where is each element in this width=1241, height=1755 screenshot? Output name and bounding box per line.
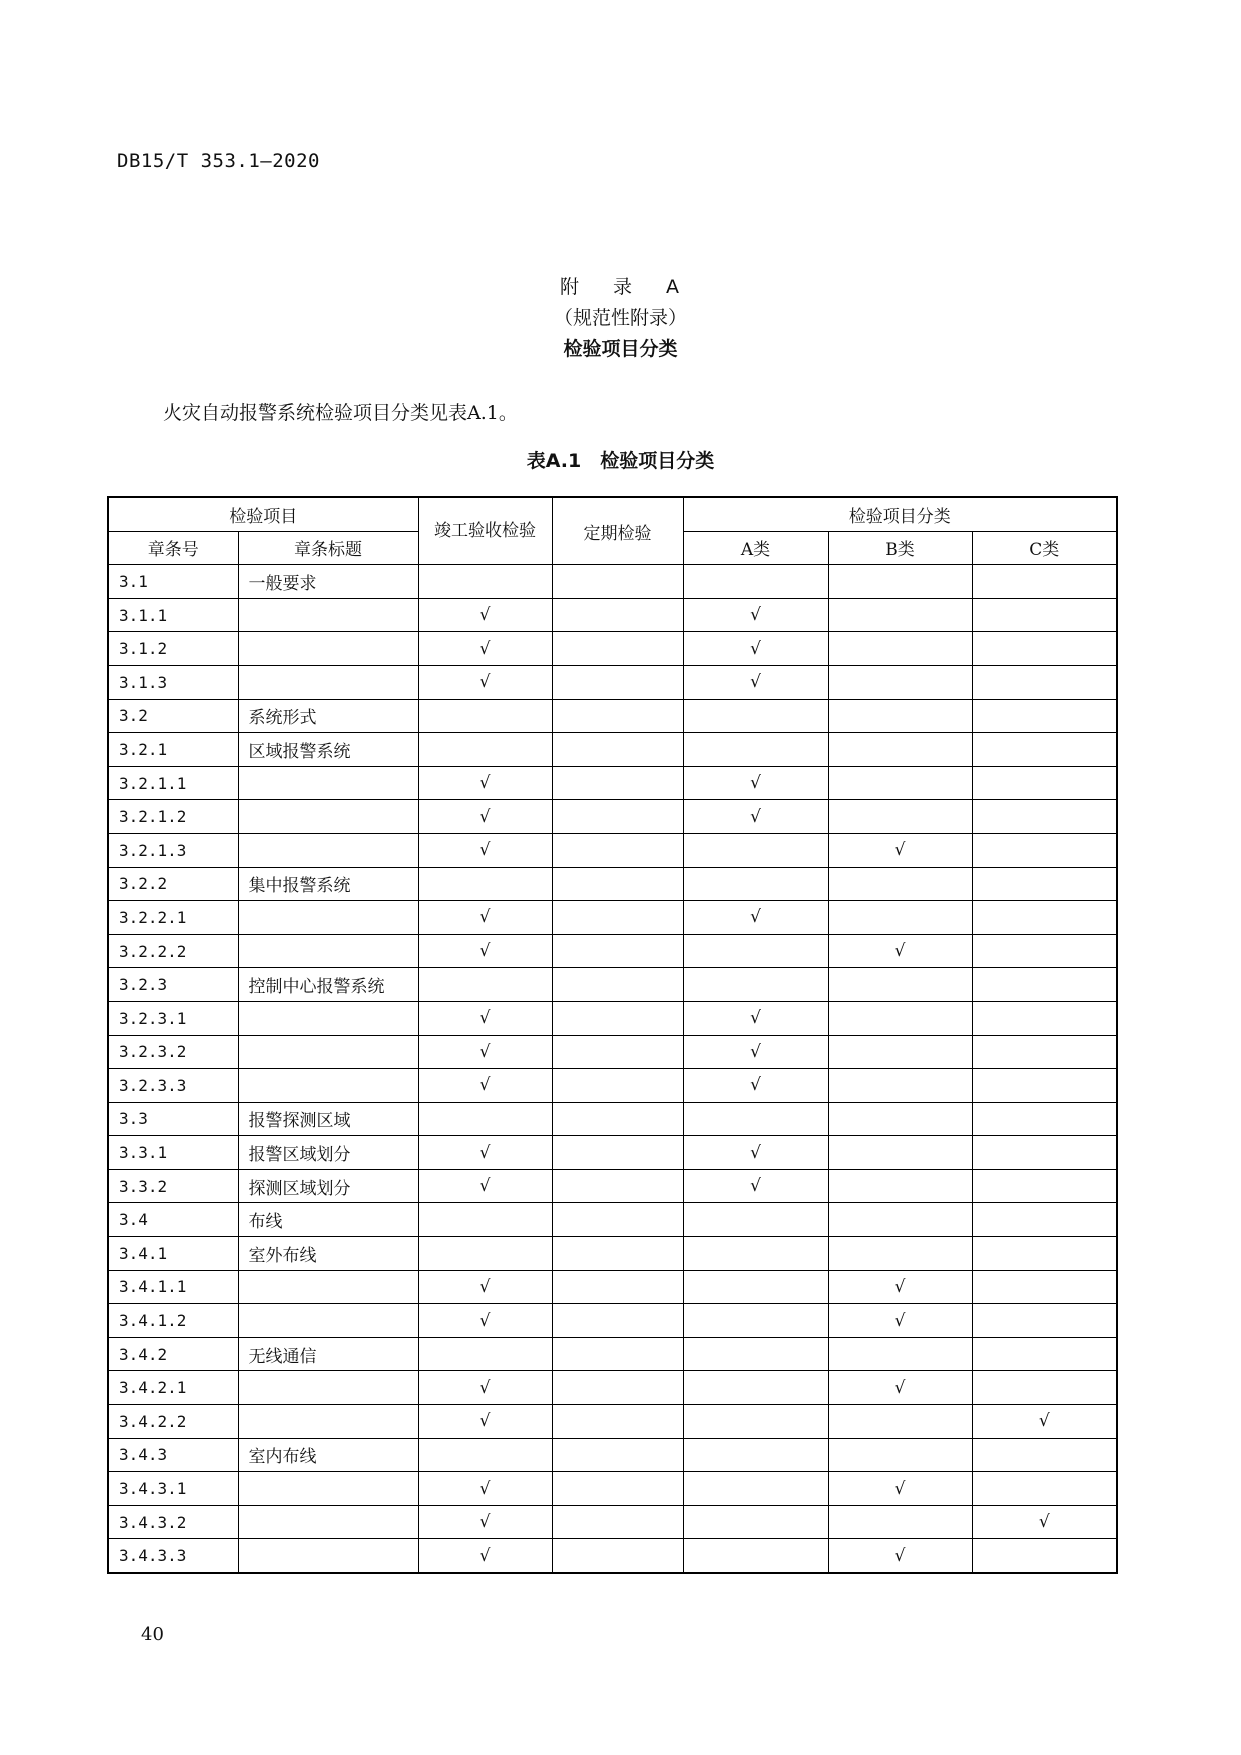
clause-title-cell [238, 1069, 418, 1103]
periodic-check-cell [552, 665, 683, 699]
table-row [108, 1203, 1117, 1237]
class-a-check-cell [683, 699, 828, 733]
class-c-check-cell [972, 1539, 1117, 1573]
clause-no-cell: 3.2.1 [108, 733, 238, 767]
class-a-check-cell [683, 1472, 828, 1506]
clause-title-cell [238, 1505, 418, 1539]
periodic-check-cell [552, 565, 683, 599]
periodic-check-cell [552, 1371, 683, 1405]
clause-no-cell: 3.2.3 [108, 968, 238, 1002]
class-a-check-cell: √ [683, 800, 828, 834]
class-a-check-cell: √ [683, 901, 828, 935]
class-c-check-cell [972, 1472, 1117, 1506]
class-b-check-cell [828, 1169, 972, 1203]
periodic-check-cell [552, 867, 683, 901]
clause-title-cell [238, 766, 418, 800]
class-b-check-cell [828, 968, 972, 1002]
class-a-check-cell: √ [683, 1035, 828, 1069]
table-row [108, 867, 1117, 901]
clause-title-cell [238, 1304, 418, 1338]
clause-title-cell [238, 1001, 418, 1035]
table-row [108, 1237, 1117, 1271]
class-a-check-cell: √ [683, 1069, 828, 1103]
class-b-check-cell: √ [828, 1270, 972, 1304]
class-a-check-cell [683, 1337, 828, 1371]
table-row [108, 1371, 1117, 1405]
class-a-check-cell [683, 1438, 828, 1472]
periodic-check-cell [552, 1337, 683, 1371]
class-b-check-cell: √ [828, 934, 972, 968]
page-number: 40 [141, 1624, 164, 1645]
table-row [108, 833, 1117, 867]
appendix-heading-block [0, 272, 1241, 365]
class-c-check-cell [972, 800, 1117, 834]
class-c-check-cell [972, 1304, 1117, 1338]
class-a-check-cell [683, 1270, 828, 1304]
class-b-check-cell [828, 1405, 972, 1439]
clause-no-cell: 3.2.2 [108, 867, 238, 901]
periodic-check-cell [552, 699, 683, 733]
clause-no-cell: 3.1.2 [108, 632, 238, 666]
class-b-check-cell: √ [828, 1371, 972, 1405]
class-c-check-cell [972, 1371, 1117, 1405]
clause-title-cell: 集中报警系统 [238, 867, 418, 901]
class-c-check-cell [972, 1136, 1117, 1170]
clause-title-cell [238, 1472, 418, 1506]
clause-title-cell: 控制中心报警系统 [238, 968, 418, 1002]
clause-no-cell: 3.2.2.2 [108, 934, 238, 968]
completion-check-cell [418, 968, 552, 1002]
clause-no-cell: 3.2.3.3 [108, 1069, 238, 1103]
header-class-b: B类 [828, 531, 972, 565]
header-classification: 检验项目分类 [683, 497, 1117, 531]
completion-check-cell: √ [418, 1136, 552, 1170]
table-row [108, 665, 1117, 699]
clause-no-cell: 3.2.1.2 [108, 800, 238, 834]
completion-check-cell [418, 565, 552, 599]
class-a-check-cell [683, 1505, 828, 1539]
clause-no-cell: 3.1 [108, 565, 238, 599]
class-a-check-cell [683, 1539, 828, 1573]
document-code: DB15/T 353.1—2020 [117, 150, 320, 172]
clause-no-cell: 3.1.1 [108, 598, 238, 632]
completion-check-cell: √ [418, 1304, 552, 1338]
clause-title-cell [238, 934, 418, 968]
clause-title-cell [238, 1405, 418, 1439]
completion-check-cell: √ [418, 934, 552, 968]
completion-check-cell [418, 1203, 552, 1237]
table-row [108, 1539, 1117, 1573]
class-c-check-cell [972, 632, 1117, 666]
periodic-check-cell [552, 1505, 683, 1539]
table-row [108, 1069, 1117, 1103]
header-class-a: A类 [683, 531, 828, 565]
table-row [108, 1337, 1117, 1371]
class-c-check-cell [972, 934, 1117, 968]
class-b-check-cell [828, 1102, 972, 1136]
completion-check-cell: √ [418, 800, 552, 834]
table-row [108, 1405, 1117, 1439]
class-b-check-cell [828, 565, 972, 599]
periodic-check-cell [552, 1438, 683, 1472]
class-a-check-cell [683, 1203, 828, 1237]
completion-check-cell [418, 1438, 552, 1472]
periodic-check-cell [552, 1136, 683, 1170]
periodic-check-cell [552, 1203, 683, 1237]
completion-check-cell [418, 1337, 552, 1371]
periodic-check-cell [552, 800, 683, 834]
class-b-check-cell [828, 1438, 972, 1472]
appendix-subtitle: （规范性附录） [553, 307, 687, 329]
class-b-check-cell [828, 1001, 972, 1035]
completion-check-cell: √ [418, 1405, 552, 1439]
class-b-check-cell [828, 1136, 972, 1170]
clause-title-cell [238, 632, 418, 666]
class-a-check-cell [683, 968, 828, 1002]
clause-title-cell: 布线 [238, 1203, 418, 1237]
periodic-check-cell [552, 968, 683, 1002]
class-b-check-cell [828, 1237, 972, 1271]
clause-no-cell: 3.4.3.3 [108, 1539, 238, 1573]
periodic-check-cell [552, 733, 683, 767]
class-a-check-cell: √ [683, 632, 828, 666]
intro-paragraph: 火灾自动报警系统检验项目分类见表A.1。 [163, 402, 518, 424]
completion-check-cell: √ [418, 632, 552, 666]
class-b-check-cell [828, 598, 972, 632]
periodic-check-cell [552, 1035, 683, 1069]
class-b-check-cell [828, 632, 972, 666]
clause-title-cell: 一般要求 [238, 565, 418, 599]
clause-no-cell: 3.4.3.2 [108, 1505, 238, 1539]
periodic-check-cell [552, 901, 683, 935]
table-row [108, 1136, 1117, 1170]
class-a-check-cell [683, 1237, 828, 1271]
appendix-heading: 检验项目分类 [563, 338, 678, 360]
completion-check-cell: √ [418, 1169, 552, 1203]
class-b-check-cell [828, 699, 972, 733]
completion-check-cell: √ [418, 833, 552, 867]
class-b-check-cell [828, 800, 972, 834]
class-c-check-cell [972, 867, 1117, 901]
class-c-check-cell [972, 598, 1117, 632]
class-a-check-cell [683, 934, 828, 968]
completion-check-cell: √ [418, 1270, 552, 1304]
table-row [108, 1001, 1117, 1035]
header-clause-title: 章条标题 [238, 531, 418, 565]
completion-check-cell [418, 867, 552, 901]
class-c-check-cell [972, 665, 1117, 699]
class-b-check-cell [828, 665, 972, 699]
clause-title-cell [238, 1539, 418, 1573]
class-a-check-cell [683, 1371, 828, 1405]
clause-title-cell: 室外布线 [238, 1237, 418, 1271]
class-b-check-cell [828, 867, 972, 901]
table-row [108, 766, 1117, 800]
table-row [108, 901, 1117, 935]
completion-check-cell: √ [418, 1539, 552, 1573]
class-a-check-cell: √ [683, 665, 828, 699]
table-row [108, 699, 1117, 733]
table-row [108, 565, 1117, 599]
periodic-check-cell [552, 1102, 683, 1136]
class-a-check-cell [683, 833, 828, 867]
class-a-check-cell [683, 565, 828, 599]
clause-title-cell: 报警探测区域 [238, 1102, 418, 1136]
table-row [108, 1169, 1117, 1203]
header-class-c: C类 [972, 531, 1117, 565]
periodic-check-cell [552, 1539, 683, 1573]
clause-title-cell [238, 1371, 418, 1405]
class-a-check-cell [683, 1405, 828, 1439]
clause-title-cell [238, 800, 418, 834]
class-a-check-cell: √ [683, 766, 828, 800]
clause-title-cell [238, 901, 418, 935]
completion-check-cell [418, 699, 552, 733]
class-b-check-cell [828, 1035, 972, 1069]
table-body [108, 565, 1117, 1573]
table-row [108, 1270, 1117, 1304]
clause-title-cell: 探测区域划分 [238, 1169, 418, 1203]
class-c-check-cell [972, 1069, 1117, 1103]
class-a-check-cell [683, 1304, 828, 1338]
completion-check-cell: √ [418, 1472, 552, 1506]
table-row [108, 800, 1117, 834]
completion-check-cell [418, 1237, 552, 1271]
clause-title-cell: 系统形式 [238, 699, 418, 733]
clause-title-cell [238, 1035, 418, 1069]
class-c-check-cell [972, 1237, 1117, 1271]
class-a-check-cell: √ [683, 1136, 828, 1170]
periodic-check-cell [552, 1001, 683, 1035]
header-clause-no: 章条号 [108, 531, 238, 565]
completion-check-cell: √ [418, 1035, 552, 1069]
completion-check-cell: √ [418, 1069, 552, 1103]
clause-no-cell: 3.3.2 [108, 1169, 238, 1203]
clause-no-cell: 3.4.1.2 [108, 1304, 238, 1338]
periodic-check-cell [552, 1405, 683, 1439]
class-b-check-cell: √ [828, 833, 972, 867]
clause-title-cell: 室内布线 [238, 1438, 418, 1472]
class-c-check-cell [972, 565, 1117, 599]
clause-no-cell: 3.4.3 [108, 1438, 238, 1472]
class-c-check-cell: √ [972, 1405, 1117, 1439]
clause-no-cell: 3.4 [108, 1203, 238, 1237]
class-c-check-cell [972, 699, 1117, 733]
clause-no-cell: 3.4.2.2 [108, 1405, 238, 1439]
table-row [108, 1505, 1117, 1539]
class-c-check-cell: √ [972, 1505, 1117, 1539]
class-c-check-cell [972, 1169, 1117, 1203]
clause-no-cell: 3.3.1 [108, 1136, 238, 1170]
clause-no-cell: 3.4.1 [108, 1237, 238, 1271]
table-row [108, 1102, 1117, 1136]
clause-no-cell: 3.2.2.1 [108, 901, 238, 935]
completion-check-cell: √ [418, 766, 552, 800]
table-row [108, 733, 1117, 767]
clause-no-cell: 3.2.3.1 [108, 1001, 238, 1035]
clause-no-cell: 3.2.1.3 [108, 833, 238, 867]
clause-title-cell: 无线通信 [238, 1337, 418, 1371]
completion-check-cell [418, 1102, 552, 1136]
clause-no-cell: 3.2 [108, 699, 238, 733]
class-a-check-cell [683, 733, 828, 767]
table-caption: 表A.1 检验项目分类 [526, 450, 715, 472]
header-completion: 竣工验收检验 [418, 497, 552, 565]
table-row [108, 1438, 1117, 1472]
class-a-check-cell: √ [683, 1001, 828, 1035]
clause-no-cell: 3.4.2.1 [108, 1371, 238, 1405]
class-b-check-cell [828, 1337, 972, 1371]
appendix-title: 附 录 A [559, 276, 694, 298]
class-c-check-cell [972, 1203, 1117, 1237]
periodic-check-cell [552, 833, 683, 867]
completion-check-cell: √ [418, 1505, 552, 1539]
completion-check-cell: √ [418, 598, 552, 632]
clause-title-cell [238, 1270, 418, 1304]
periodic-check-cell [552, 1472, 683, 1506]
class-c-check-cell [972, 1270, 1117, 1304]
table-row [108, 968, 1117, 1002]
periodic-check-cell [552, 1237, 683, 1271]
class-a-check-cell [683, 1102, 828, 1136]
table-row [108, 934, 1117, 968]
class-a-check-cell [683, 867, 828, 901]
periodic-check-cell [552, 766, 683, 800]
clause-title-cell: 区域报警系统 [238, 733, 418, 767]
table-row [108, 1035, 1117, 1069]
clause-title-cell: 报警区域划分 [238, 1136, 418, 1170]
table-row [108, 632, 1117, 666]
completion-check-cell: √ [418, 1371, 552, 1405]
class-b-check-cell [828, 1203, 972, 1237]
periodic-check-cell [552, 1169, 683, 1203]
table-row [108, 598, 1117, 632]
class-b-check-cell [828, 901, 972, 935]
clause-title-cell [238, 665, 418, 699]
class-a-check-cell: √ [683, 1169, 828, 1203]
class-a-check-cell: √ [683, 598, 828, 632]
periodic-check-cell [552, 934, 683, 968]
completion-check-cell: √ [418, 901, 552, 935]
class-b-check-cell [828, 733, 972, 767]
periodic-check-cell [552, 1270, 683, 1304]
periodic-check-cell [552, 1304, 683, 1338]
class-c-check-cell [972, 1337, 1117, 1371]
table-row [108, 1304, 1117, 1338]
periodic-check-cell [552, 1069, 683, 1103]
table-header-row [108, 497, 1117, 531]
class-b-check-cell: √ [828, 1304, 972, 1338]
class-b-check-cell [828, 1505, 972, 1539]
table-row [108, 1472, 1117, 1506]
clause-title-cell [238, 598, 418, 632]
class-c-check-cell [972, 833, 1117, 867]
clause-no-cell: 3.4.1.1 [108, 1270, 238, 1304]
completion-check-cell: √ [418, 665, 552, 699]
class-c-check-cell [972, 1001, 1117, 1035]
clause-no-cell: 3.3 [108, 1102, 238, 1136]
class-b-check-cell [828, 766, 972, 800]
completion-check-cell [418, 733, 552, 767]
class-c-check-cell [972, 766, 1117, 800]
clause-no-cell: 3.1.3 [108, 665, 238, 699]
class-c-check-cell [972, 1438, 1117, 1472]
class-c-check-cell [972, 1035, 1117, 1069]
class-b-check-cell: √ [828, 1539, 972, 1573]
class-b-check-cell [828, 1069, 972, 1103]
clause-no-cell: 3.2.1.1 [108, 766, 238, 800]
completion-check-cell: √ [418, 1001, 552, 1035]
periodic-check-cell [552, 598, 683, 632]
periodic-check-cell [552, 632, 683, 666]
class-c-check-cell [972, 968, 1117, 1002]
clause-no-cell: 3.4.2 [108, 1337, 238, 1371]
clause-no-cell: 3.2.3.2 [108, 1035, 238, 1069]
header-inspection-item: 检验项目 [108, 497, 418, 531]
class-c-check-cell [972, 733, 1117, 767]
classification-table [107, 496, 1118, 1574]
header-periodic: 定期检验 [552, 497, 683, 565]
clause-no-cell: 3.4.3.1 [108, 1472, 238, 1506]
class-c-check-cell [972, 901, 1117, 935]
class-c-check-cell [972, 1102, 1117, 1136]
class-b-check-cell: √ [828, 1472, 972, 1506]
clause-title-cell [238, 833, 418, 867]
